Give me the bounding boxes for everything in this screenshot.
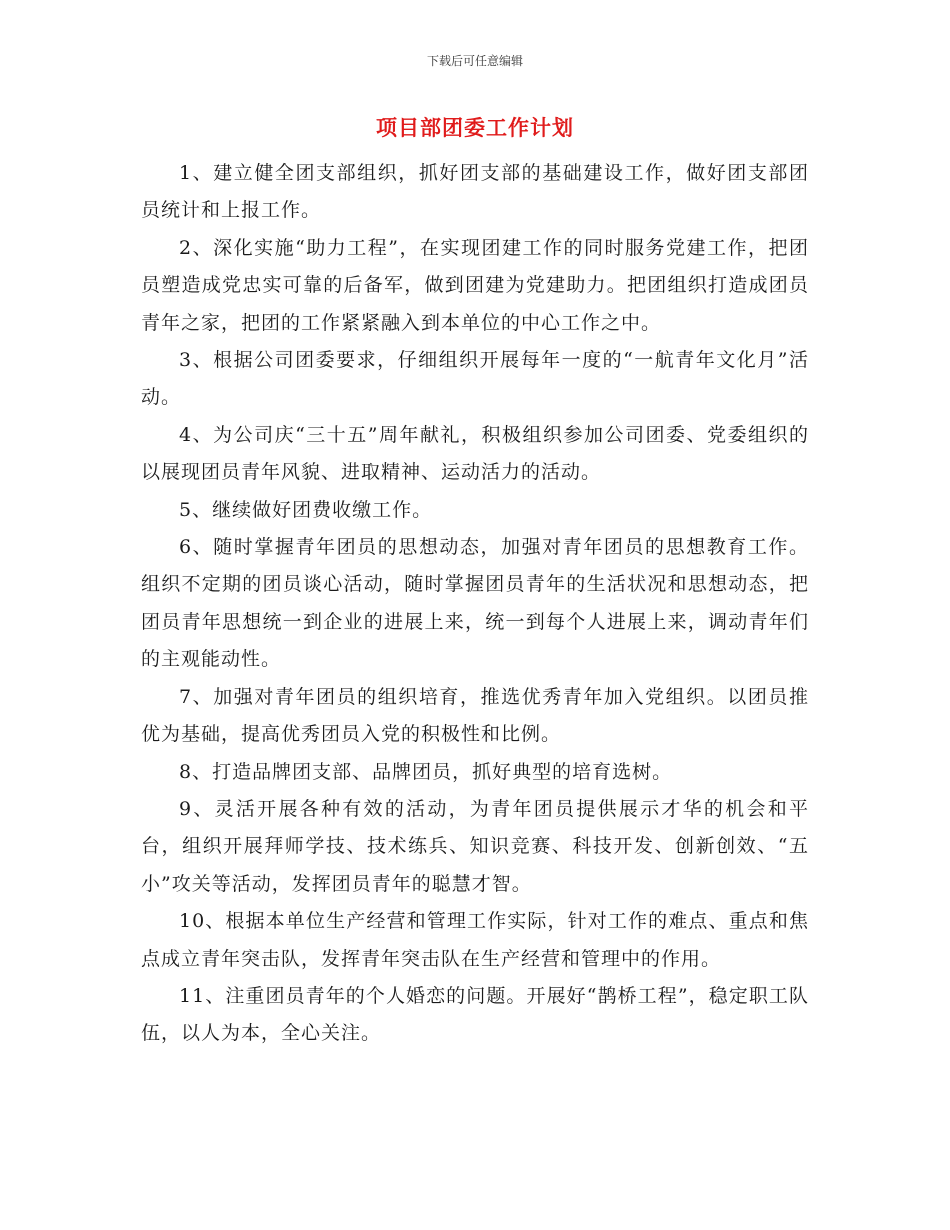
paragraph-7: 7、加强对青年团员的组织培育，推选优秀青年加入党组织。以团员推优为基础，提高优秀团员入党的积极性和比例。	[141, 685, 809, 746]
paragraph-5: 5、继续做好团费收缴工作。	[179, 498, 433, 521]
paragraph-10: 10、根据本单位生产经营和管理工作实际，针对工作的难点、重点和焦点成立青年突击队，发挥青年突击队在生产经营和管理中的作用。	[141, 910, 809, 970]
paragraph-9: 9、灵活开展各种有效的活动，为青年团员提供展示才华的机会和平台，组织开展拜师学技、技术练兵、知识竞赛、科技开发、创新创效、“五小”攻关等活动，发挥团员青年的聪慧才智。	[141, 797, 809, 895]
document-title: 项目部团委工作计划	[376, 116, 574, 140]
paragraph-1: 1、建立健全团支部组织，抓好团支部的基础建设工作，做好团支部团员统计和上报工作。	[141, 162, 809, 222]
paragraph-8: 8、打造品牌团支部、品牌团员，抓好典型的培育选树。	[179, 760, 673, 783]
paragraph-3: 3、根据公司团委要求，仔细组织开展每年一度的“一航青年文化月”活动。	[141, 349, 809, 409]
paragraph-11: 11、注重团员青年的个人婚恋的问题。开展好“鹊桥工程”，稳定职工队伍，以人为本，全心关注。	[141, 984, 809, 1045]
paragraph-4: 4、为公司庆“三十五”周年献礼，积极组织参加公司团委、党委组织的以展现团员青年风貌、进取精神、运动活力的活动。	[141, 423, 809, 484]
paragraph-6: 6、随时掌握青年团员的思想动态，加强对青年团员的思想教育工作。组织不定期的团员谈心活动，随时掌握团员青年的生活状况和思想动态，把团员青年思想统一到企业的进展上来，统一到每个人进展上来，调动青年们的主观能动性。	[141, 536, 809, 671]
paragraph-2: 2、深化实施“助力工程”，在实现团建工作的同时服务党建工作，把团员塑造成党忠实可靠的后备军，做到团建为党建助力。把团组织打造成团员青年之家，把团的工作紧紧融入到本单位的中心工作之中。	[141, 236, 809, 334]
page-header-note: 下载后可任意编辑	[426, 54, 523, 68]
document-body	[141, 155, 809, 1053]
